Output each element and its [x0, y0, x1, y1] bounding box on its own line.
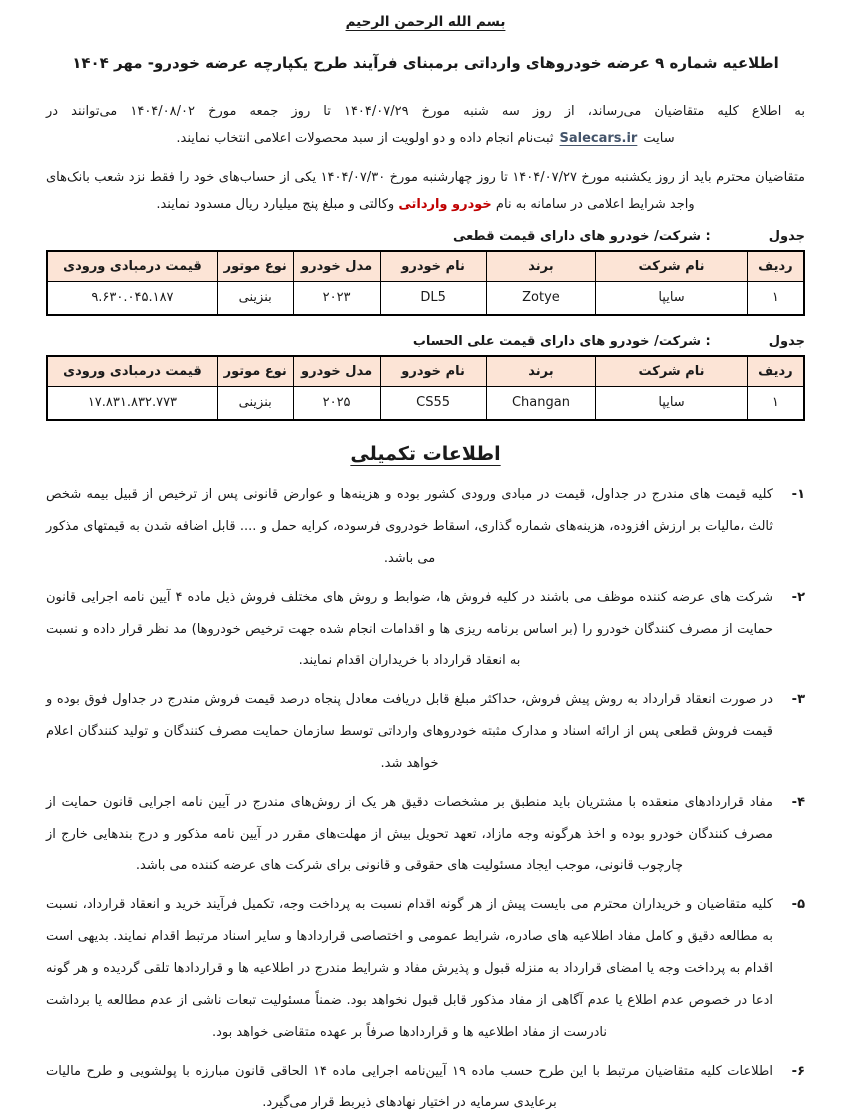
- cell-entry-price: ۹.۶۳۰.۰۴۵.۱۸۷: [47, 281, 217, 315]
- list-item-number: ۳-: [791, 692, 805, 708]
- list-item-4: [46, 787, 805, 883]
- provisional-price-cars-table: [46, 355, 805, 421]
- table-caption-text: : شرکت/ خودرو های دارای قیمت قطعی: [452, 229, 711, 245]
- table-block-fixed-price: [46, 229, 805, 316]
- col-header-row-number: ردیف: [747, 251, 804, 281]
- cell-company: سایپا: [596, 281, 747, 315]
- table-row: [47, 281, 804, 315]
- cell-row-number: ۱: [747, 281, 804, 315]
- col-header-entry-price: قیمت درمبادی ورودی: [47, 251, 217, 281]
- supplementary-info-heading: [46, 443, 805, 465]
- col-header-car-name: نام خودرو: [380, 356, 486, 386]
- cell-entry-price: ۱۷.۸۳۱.۸۳۲.۷۷۳: [47, 386, 217, 420]
- cell-row-number: ۱: [747, 386, 804, 420]
- list-item-number: ۵-: [791, 897, 805, 913]
- imported-car-highlight: خودرو وارداتی: [398, 196, 492, 212]
- table-caption-label: جدول: [768, 229, 805, 245]
- list-item-2: [46, 582, 805, 678]
- col-header-brand: برند: [486, 251, 596, 281]
- col-header-model-year: مدل خودرو: [293, 251, 380, 281]
- col-header-row-number: ردیف: [747, 356, 804, 386]
- list-item-text: در صورت انعقاد قرارداد به روش پیش فروش، حداکثر مبلغ قابل دریافت معادل پنجاه درصد قیمت فروش مندرج در جداول فوق بوده و قیمت فروش قطعی پس از ارائه اسناد و مدارک مثبته خودروهای وارداتی توسط سازمان حمایت مصرف کنندگان و تولید کنندگان اعلام خواهد شد.: [46, 692, 773, 771]
- list-item-1: [46, 479, 805, 575]
- intro-p1-after-link: ثبت‌نام انجام داده و دو اولویت از سبد محصولات اعلامی انتخاب نمایند.: [176, 131, 554, 147]
- supplementary-info-heading-text: اطلاعات تکمیلی: [350, 443, 501, 466]
- table-header-row: [47, 356, 804, 386]
- list-item-6: [46, 1056, 805, 1119]
- cell-engine-type: بنزینی: [217, 386, 293, 420]
- cell-car-name: DL5: [380, 281, 486, 315]
- list-item-text: شرکت های عرضه کننده موظف می باشند در کلیه فروش ها، ضوابط و روش های مختلف فروش ذیل ماده ۴ آیین نامه اجرایی قانون حمایت از مصرف کنندگان خودرو را (بر اساس برنامه ریزی ها و اقدامات انجام شده جهت ترخیص خودروها) مد نظر قرار داده و نسبت به انعقاد قرارداد با خریداران اقدام نمایند.: [46, 589, 773, 669]
- intro-p2-before-highlight: متقاضیان محترم باید از روز یکشنبه مورخ ۱۴۰۴/۰۷/۲۷ تا روز چهارشنبه مورخ ۱۴۰۴/۰۷/۳۰ یکی از حساب‌های خود را فقط نزد شعب بانک‌های واجد شرایط اعلامی در سامانه به نام: [46, 169, 806, 212]
- intro-paragraph-registration: [46, 98, 805, 153]
- table-caption-text: : شرکت/ خودرو های دارای قیمت علی الحساب: [412, 334, 711, 350]
- col-header-engine-type: نوع موتور: [217, 356, 293, 386]
- list-item-number: ۱-: [791, 487, 805, 503]
- list-item-3: [46, 684, 805, 780]
- cell-car-name: CS55: [380, 386, 486, 420]
- intro-paragraph-deposit: [46, 164, 805, 219]
- table-header-row: [47, 251, 804, 281]
- list-item-text: کلیه قیمت های مندرج در جداول، قیمت در مبادی ورودی کشور بوده و هزینه‌ها و عوارض قانونی پس از ترخیص از قبیل بیمه شخص ثالث ،مالیات بر ارزش افزوده، هزینه‌های شماره گذاری، اسقاط خودروی فرسوده، کرایه حمل و .... قابل اضافه شدن به قیمتهای مذکور می باشد.: [46, 487, 773, 566]
- list-item-number: ۲-: [791, 589, 805, 605]
- table-row: [47, 386, 804, 420]
- col-header-company: نام شرکت: [596, 251, 747, 281]
- list-item-number: ۶-: [791, 1063, 805, 1079]
- page-title: اطلاعیه شماره ۹ عرضه خودروهای وارداتی برمبنای فرآیند طرح یکپارچه عرضه خودرو- مهر ۱۴۰۴: [72, 54, 779, 72]
- table-caption-label: جدول: [768, 334, 805, 350]
- table-caption-provisional-price: [46, 334, 805, 349]
- col-header-brand: برند: [486, 356, 596, 386]
- cell-model-year: ۲۰۲۵: [293, 386, 380, 420]
- bismillah-header: [46, 14, 805, 30]
- salecars-website-link[interactable]: Salecars.ir: [559, 131, 638, 147]
- col-header-entry-price: قیمت درمبادی ورودی: [47, 356, 217, 386]
- intro-p1-before-link: به اطلاع کلیه متقاضیان می‌رساند، از روز سه شنبه مورخ ۱۴۰۴/۰۷/۲۹ تا روز جمعه مورخ ۱۴۰۴/۰۸/۰۲ می‌توانند در سایت: [46, 104, 805, 147]
- cell-engine-type: بنزینی: [217, 281, 293, 315]
- list-item-text: کلیه متقاضیان و خریداران محترم می بایست پیش از هر گونه اقدام نسبت به پرداخت وجه، تکمیل فرآیند خرید و انعقاد قرارداد، نسبت به مطالعه دقیق و کامل مفاد اطلاعیه های صادره، شرایط عمومی و اختصاصی قراردادها و سایر اسناد مرتبط اقدام نمایند. بدیهی است اقدام به پرداخت وجه یا امضای قرارداد به منزله قبول و پذیرش مفاد و شرایط مندرج در اطلاعیه ها و قراردادها تلقی گردیده و هر گونه ادعا در خصوص عدم اطلاع یا عدم آگاهی از مفاد مذکور قابل قبول نخواهد بود. ضمناً مسئولیت تبعات ناشی از عدم مطالعه یا برداشت نادرست از مفاد اطلاعیه ها و قراردادها صرفاً بر عهده متقاضی خواهد بود.: [46, 897, 773, 1040]
- list-item-5: [46, 889, 805, 1048]
- list-item-number: ۴-: [791, 794, 805, 810]
- supplementary-info-list: [46, 479, 805, 1119]
- col-header-engine-type: نوع موتور: [217, 251, 293, 281]
- col-header-company: نام شرکت: [596, 356, 747, 386]
- cell-model-year: ۲۰۲۳: [293, 281, 380, 315]
- cell-company: سایپا: [596, 386, 747, 420]
- col-header-car-name: نام خودرو: [380, 251, 486, 281]
- table-caption-fixed-price: [46, 229, 805, 244]
- intro-p2-after-highlight: وکالتی و مبلغ پنج میلیارد ریال مسدود نمایند.: [156, 196, 399, 212]
- cell-brand: Changan: [486, 386, 596, 420]
- fixed-price-cars-table: [46, 250, 805, 316]
- col-header-model-year: مدل خودرو: [293, 356, 380, 386]
- cell-brand: Zotye: [486, 281, 596, 315]
- bismillah-text: بسم الله الرحمن الرحیم: [345, 14, 506, 30]
- table-block-provisional-price: [46, 334, 805, 421]
- list-item-text: اطلاعات کلیه متقاضیان مرتبط با این طرح حسب ماده ۱۹ آیین‌نامه اجرایی ماده ۱۴ الحاقی قانون مبارزه با پولشویی و طرح مالیات برعایدی سرمایه در اختیار نهادهای ذیربط قرار می‌گیرد.: [46, 1063, 773, 1111]
- list-item-text: مفاد قراردادهای منعقده با مشتریان باید منطبق بر مشخصات دقیق هر یک از روش‌های مندرج در آیین نامه اجرایی قانون حمایت از مصرف کنندگان خودرو بوده و اخذ هرگونه وجه مازاد، تعهد تحویل بیش از مهلت‌های مقرر در آیین نامه مذکور و درج بندهایی خارج از چارچوب قانونی، موجب ایجاد مسئولیت های حقوقی و قانونی برای شرکت های عرضه کننده می باشد.: [46, 794, 773, 874]
